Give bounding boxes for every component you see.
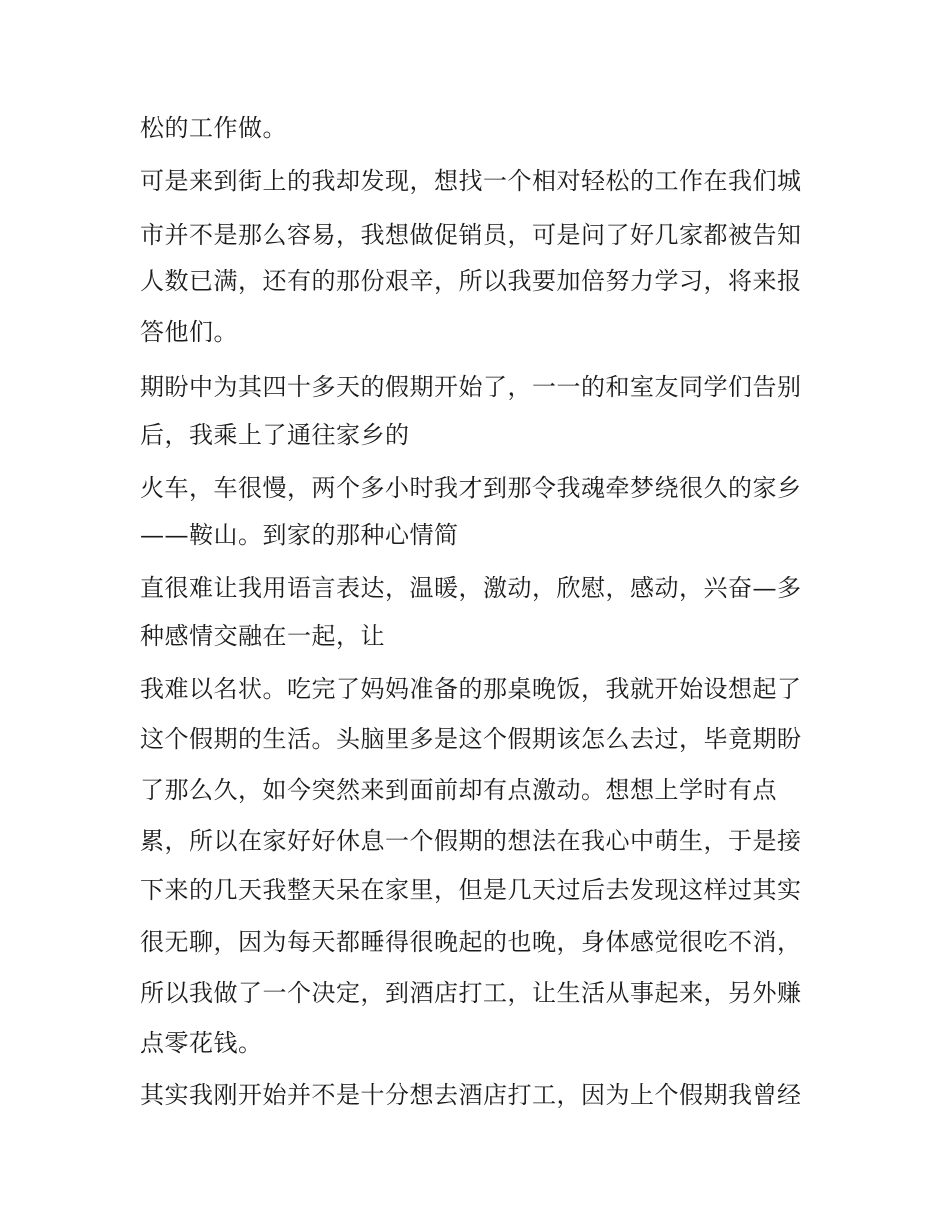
text-line: ——鞍山。到家的那种心情简: [140, 521, 459, 549]
text-line: 直很难让我用语言表达，温暖，激动，欣慰，感动，兴奋—多: [140, 574, 802, 602]
text-line: 期盼中为其四十多天的假期开始了，一一的和室友同学们告别: [140, 373, 802, 401]
text-line: 市并不是那么容易，我想做促销员，可是问了好几家都被告知: [140, 221, 802, 249]
text-line: 种感情交融在一起，让: [140, 622, 385, 650]
text-line: 所以我做了一个决定，到酒店打工，让生活从事起来，另外赚: [140, 979, 802, 1007]
text-line: 答他们。: [140, 318, 238, 346]
text-line: 累，所以在家好好休息一个假期的想法在我心中萌生，于是接: [140, 827, 802, 855]
text-line: 火车，车很慢，两个多小时我才到那令我魂牵梦绕很久的家乡: [140, 474, 802, 502]
text-line: 下来的几天我整天呆在家里，但是几天过后去发现这样过其实: [140, 876, 802, 904]
text-line: 很无聊，因为每天都睡得很晚起的也晚，身体感觉很吃不消，: [140, 928, 802, 956]
text-line: 我难以名状。吃完了妈妈准备的那桌晚饭，我就开始设想起了: [140, 675, 802, 703]
text-line: 后，我乘上了通往家乡的: [140, 421, 410, 449]
text-line: 点零花钱。: [140, 1029, 263, 1057]
text-line: 可是来到街上的我却发现，想找一个相对轻松的工作在我们城: [140, 167, 802, 195]
text-line: 了那么久，如今突然来到面前却有点激动。想想上学时有点: [140, 776, 777, 804]
text-line: 松的工作做。: [140, 114, 287, 142]
text-line: 这个假期的生活。头脑里多是这个假期该怎么去过，毕竟期盼: [140, 725, 802, 753]
text-line: 其实我刚开始并不是十分想去酒店打工，因为上个假期我曾经: [140, 1081, 802, 1109]
text-line: 人数已满，还有的那份艰辛，所以我要加倍努力学习，将来报: [140, 267, 802, 295]
